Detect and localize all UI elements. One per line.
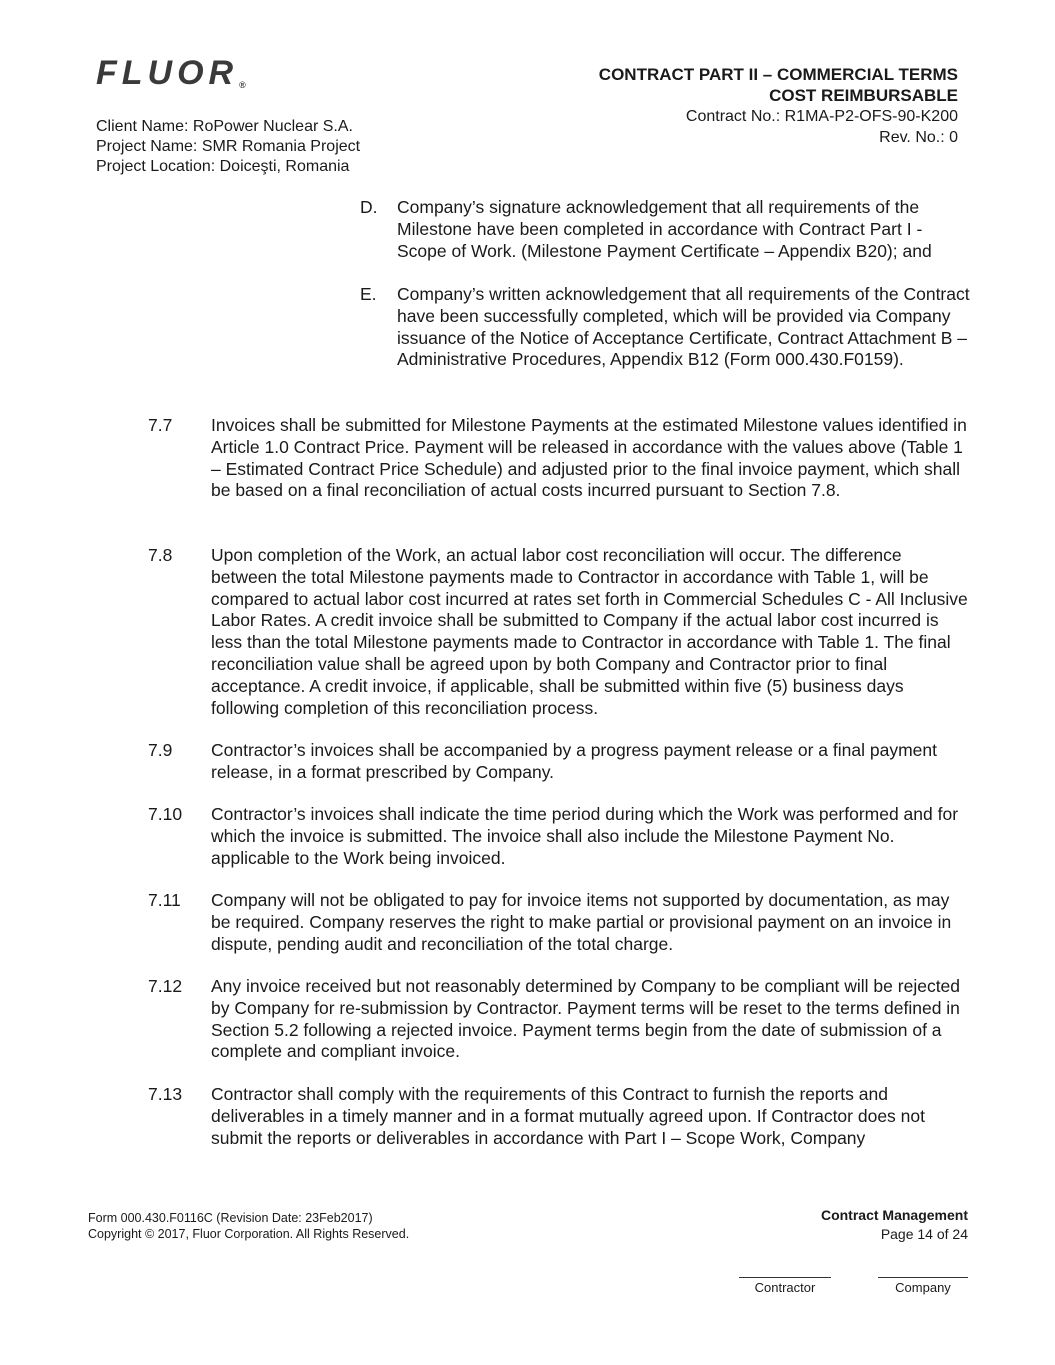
document-header — [599, 64, 958, 148]
section-number: 7.9 — [148, 740, 173, 760]
section-number: 7.11 — [148, 890, 181, 910]
section-text: Any invoice received but not reasonably determined by Company to be compliant will be rejected by Company for re-submission by Contractor. Payment terms will be reset to the terms defined in Section 5.2 following a rejected invoice. Payment terms begin from the date of submission of a complete and compliant invoice. — [211, 976, 961, 1062]
footer-page-info — [821, 1206, 968, 1244]
fluor-logo — [96, 56, 246, 90]
signature-line — [739, 1277, 831, 1278]
section-number: 7.12 — [148, 976, 183, 996]
section-7-12 — [148, 976, 970, 1063]
subitem-d — [360, 197, 970, 262]
section-7-11 — [148, 890, 970, 955]
registered-mark: ® — [239, 80, 246, 90]
document-subtitle: COST REIMBURSABLE — [769, 86, 958, 105]
section-text: Contractor shall comply with the requirements of this Contract to furnish the reports and deliverables in a timely manner and in a format mutually agreed upon. If Contractor does not submit the reports or deliverables in accordance with Part I – Scope Work, Company — [211, 1084, 925, 1148]
revision-number: Rev. No.: 0 — [879, 129, 958, 146]
client-name: Client Name: RoPower Nuclear S.A. — [96, 118, 353, 135]
contract-number: Contract No.: R1MA-P2-OFS-90-K200 — [685, 108, 958, 125]
section-number: 7.10 — [148, 804, 183, 824]
section-number: 7.8 — [148, 545, 173, 565]
section-text: Contractor’s invoices shall be accompanied by a progress payment release or a final payment release, in a format prescribed by Company. — [211, 740, 937, 782]
section-7-8 — [148, 545, 970, 719]
subitem-text: Company’s signature acknowledgement that all requirements of the Milestone have been completed in accordance with Contract Part I - Scope of Work. (Milestone Payment Certificate – Appendix B20); and — [397, 197, 932, 261]
subitem-text: Company’s written acknowledgement that all requirements of the Contract have been successfully completed, which will be provided via Company issuance of the Notice of Acceptance Certificate, Contract Attachment B – Administrative Procedures, Appendix B12 (Form 000.430.F0159). — [397, 284, 970, 370]
subitem-e — [360, 284, 970, 371]
signature-label: Company — [895, 1280, 951, 1295]
section-7-13 — [148, 1084, 970, 1149]
footer-form-info — [88, 1210, 409, 1242]
department: Contract Management — [820, 1207, 968, 1223]
signature-line — [878, 1277, 968, 1278]
form-number: Form 000.430.F0116C (Revision Date: 23Feb2017) — [88, 1211, 373, 1225]
project-name: Project Name: SMR Romania Project — [96, 138, 361, 155]
section-text: Contractor’s invoices shall indicate the time period during which the Work was performed and for which the invoice is submitted. The invoice shall also include the Milestone Payment No. applicable to the Work being invoiced. — [211, 804, 959, 868]
subitem-label: E. — [360, 284, 377, 304]
section-text: Invoices shall be submitted for Milestone Payments at the estimated Milestone values identified in Article 1.0 Contract Price. Payment will be released in accordance with the values above (Table 1 – Estimated Contract Price Schedule) and adjusted prior to the final invoice payment, which shall be based on a final reconciliation of actual costs incurred pursuant to Section 7.8. — [211, 415, 967, 501]
section-7-10 — [148, 804, 970, 869]
section-text: Company will not be obligated to pay for invoice items not supported by documentation, as may be required. Company reserves the right to make partial or provisional payment on an invoice in dispute, pending audit and reconciliation of the total charge. — [211, 890, 952, 954]
project-info — [96, 117, 360, 177]
section-7-7 — [148, 415, 970, 502]
copyright: Copyright © 2017, Fluor Corporation. All Rights Reserved. — [88, 1227, 410, 1241]
section-number: 7.7 — [148, 415, 173, 435]
page-number: Page 14 of 24 — [880, 1226, 968, 1242]
section-number: 7.13 — [148, 1084, 183, 1104]
logo-text: FLUOR — [96, 54, 239, 92]
signature-label: Contractor — [754, 1280, 816, 1295]
contractor-signature — [739, 1277, 831, 1295]
document-title: CONTRACT PART II – COMMERCIAL TERMS — [598, 65, 958, 84]
project-location: Project Location: Doiceşti, Romania — [96, 158, 350, 175]
subitem-label: D. — [360, 197, 378, 217]
section-7-9 — [148, 740, 970, 784]
section-text: Upon completion of the Work, an actual labor cost reconciliation will occur. The difference between the total Milestone payments made to Contractor in accordance with Table 1, will be compared to actual labor cost incurred at rates set forth in Commercial Schedules C - All Inclusive Labor Rates. A credit invoice shall be submitted to Company if the actual labor cost incurred is less than the total Milestone payments made to Contractor in accordance with Table 1. The final reconciliation value shall be agreed upon by both Company and Contractor prior to final acceptance. A credit invoice, if applicable, shall be submitted within five (5) business days following completion of this reconciliation process. — [211, 545, 968, 718]
company-signature — [878, 1277, 968, 1295]
